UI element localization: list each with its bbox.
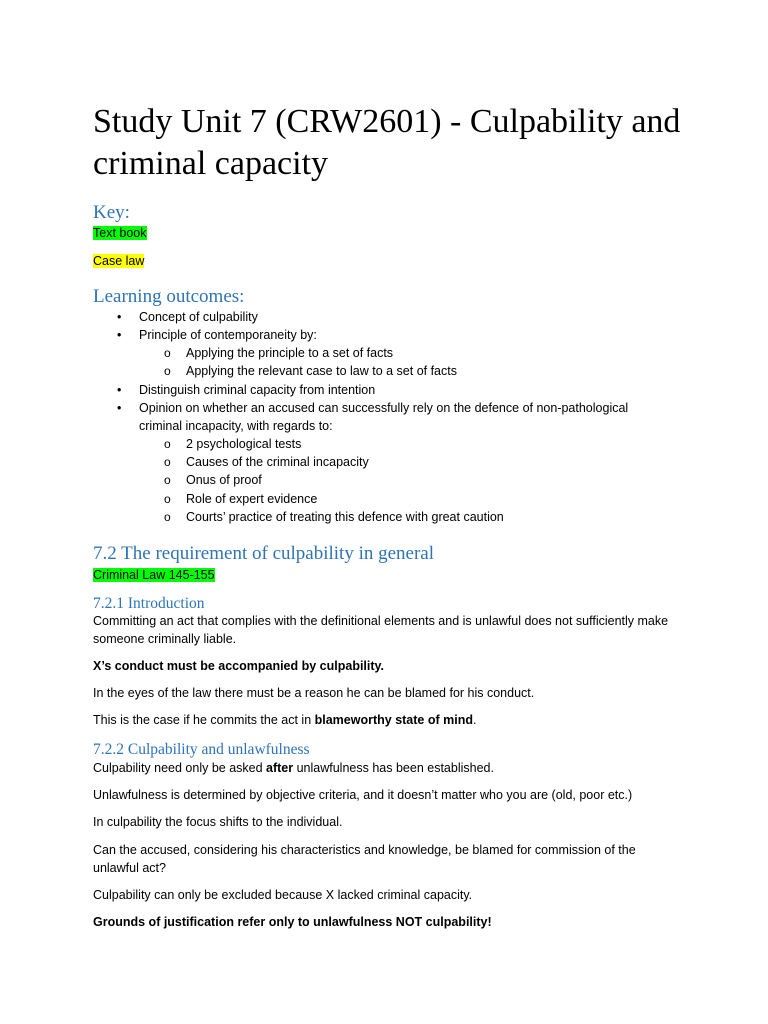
outcome-subitem: [164, 435, 726, 453]
outcome-text: 2 psychological tests: [186, 437, 302, 451]
paragraph-bold: Grounds of justification refer only to unlawfulness NOT culpability!: [93, 915, 492, 929]
key-heading: Key:: [93, 202, 130, 223]
paragraph: Unlawfulness is determined by objective criteria, and it doesn’t matter who you are (old, poor etc.): [93, 788, 633, 802]
outcome-subitem: [164, 508, 726, 526]
document-title: Study Unit 7 (CRW2601) - Culpability and criminal capacity: [93, 103, 681, 182]
outcome-text: Principle of contemporaneity by:: [139, 328, 317, 342]
text-run: Culpability need only be asked: [93, 761, 267, 775]
outcome-subitem: [164, 362, 726, 380]
text-run: .: [472, 713, 477, 727]
paragraph: Committing an act that complies with the definitional elements and is unlawful does not sufficiently make someone criminally liable.: [93, 614, 669, 646]
outcome-text: Distinguish criminal capacity from intention: [139, 383, 376, 397]
outcome-subitem: [164, 471, 726, 489]
outcome-text: Onus of proof: [186, 473, 262, 487]
sub-bullet-icon: o: [164, 364, 171, 378]
outcome-text: Applying the relevant case to law to a set of facts: [186, 364, 457, 378]
outcome-text: Applying the principle to a set of facts: [186, 346, 394, 360]
textbook-highlight: Text book: [93, 226, 147, 240]
outcome-subitem: [164, 453, 726, 471]
learning-outcomes-heading: Learning outcomes:: [93, 286, 245, 307]
bold-run: blameworthy state of mind: [314, 713, 473, 727]
outcome-text: Courts’ practice of treating this defence with great caution: [186, 510, 504, 524]
bold-run: after: [266, 761, 294, 775]
sub-bullet-icon: o: [164, 346, 171, 360]
text-run: This is the case if he commits the act in: [93, 713, 315, 727]
section-7-2-reference-line: [93, 566, 683, 584]
section-7-2-2-heading: 7.2.2 Culpability and unlawfulness: [93, 741, 310, 758]
section-7-2-1-heading: 7.2.1 Introduction: [93, 595, 205, 612]
outcome-subitem: [164, 344, 726, 362]
paragraph: [93, 759, 683, 777]
paragraph: In the eyes of the law there must be a reason he can be blamed for his conduct.: [93, 686, 535, 700]
section-7-2-heading: 7.2 The requirement of culpability in general: [93, 543, 435, 564]
paragraph: Culpability can only be excluded because X lacked criminal capacity.: [93, 888, 473, 902]
outcome-text: Opinion on whether an accused can successfully rely on the defence of non-pathological criminal incapacity, with regards to:: [139, 401, 629, 433]
bullet-icon: •: [117, 310, 122, 324]
key-textbook-line: [93, 224, 683, 242]
outcome-item: [117, 381, 679, 399]
outcome-text: Role of expert evidence: [186, 492, 318, 506]
sub-bullet-icon: o: [164, 510, 171, 524]
paragraph: Can the accused, considering his characteristics and knowledge, be blamed for commission of the unlawful act?: [93, 843, 636, 875]
outcome-text: Causes of the criminal incapacity: [186, 455, 369, 469]
bullet-icon: •: [117, 328, 122, 342]
key-caselaw-line: [93, 252, 683, 270]
outcome-item: [117, 399, 659, 435]
paragraph-bold: X’s conduct must be accompanied by culpability.: [93, 659, 385, 673]
bullet-icon: •: [117, 383, 122, 397]
paragraph: In culpability the focus shifts to the individual.: [93, 815, 343, 829]
caselaw-highlight: Case law: [93, 254, 145, 268]
bullet-icon: •: [117, 401, 122, 415]
outcome-item: [117, 326, 679, 344]
reference-highlight: Criminal Law 145-155: [93, 568, 215, 582]
outcome-item: [117, 308, 679, 326]
outcome-text: Concept of culpability: [139, 310, 258, 324]
outcome-subitem: [164, 490, 726, 508]
text-run: unlawfulness has been established.: [293, 761, 494, 775]
sub-bullet-icon: o: [164, 473, 171, 487]
sub-bullet-icon: o: [164, 492, 171, 506]
sub-bullet-icon: o: [164, 437, 171, 451]
sub-bullet-icon: o: [164, 455, 171, 469]
paragraph: [93, 711, 683, 729]
